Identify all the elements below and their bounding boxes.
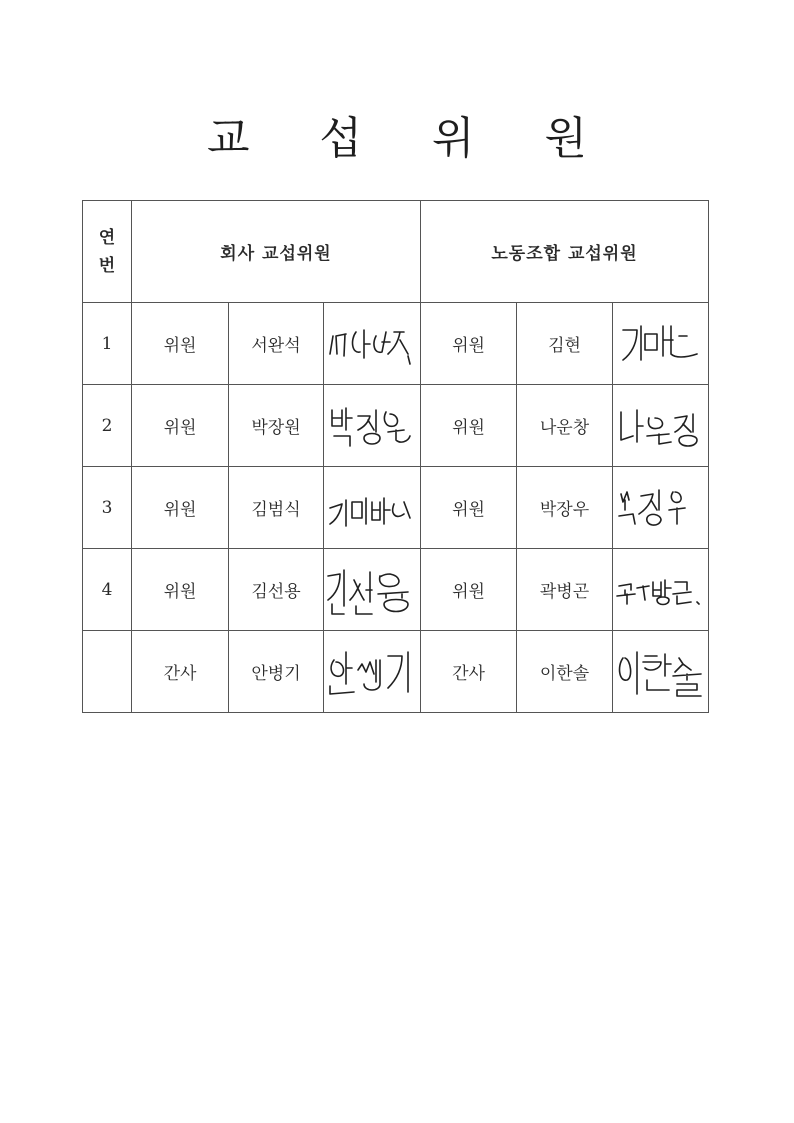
seq-cell: 3 — [83, 467, 132, 549]
union-role-cell: 위원 — [421, 467, 517, 549]
table-row — [83, 385, 709, 467]
signature-lee-hansol — [613, 642, 709, 702]
company-signature-cell — [324, 385, 421, 467]
seq-cell: 4 — [83, 549, 132, 631]
union-name-cell: 곽병곤 — [517, 549, 613, 631]
company-name-cell: 김범식 — [229, 467, 324, 549]
union-name-cell: 박장우 — [517, 467, 613, 549]
signature-na-unchang — [613, 396, 709, 456]
company-signature-cell — [324, 631, 421, 713]
table-row — [83, 549, 709, 631]
company-name-cell: 안병기 — [229, 631, 324, 713]
union-role-cell: 위원 — [421, 549, 517, 631]
union-signature-cell — [613, 467, 709, 549]
company-name-cell: 김선용 — [229, 549, 324, 631]
seq-header — [83, 201, 132, 303]
seq-header-label: 연번 — [98, 227, 116, 276]
union-signature-cell — [613, 385, 709, 467]
signature-park-jangwoo — [613, 478, 709, 538]
seq-cell: 1 — [83, 303, 132, 385]
union-role-cell: 간사 — [421, 631, 517, 713]
union-committee-header: 노동조합 교섭위원 — [421, 201, 709, 303]
table-header-row — [83, 201, 709, 303]
table-row — [83, 303, 709, 385]
negotiation-committee-table — [82, 200, 709, 713]
union-signature-cell — [613, 303, 709, 385]
union-name-cell: 김현 — [517, 303, 613, 385]
company-signature-cell — [324, 303, 421, 385]
company-signature-cell — [324, 549, 421, 631]
company-role-cell: 위원 — [132, 303, 229, 385]
company-signature-cell — [324, 467, 421, 549]
table-row — [83, 467, 709, 549]
table-row — [83, 631, 709, 713]
company-role-cell: 위원 — [132, 385, 229, 467]
company-role-cell: 간사 — [132, 631, 229, 713]
signature-kim-seonyong — [324, 560, 420, 620]
company-role-cell: 위원 — [132, 467, 229, 549]
signature-seo-wanseok — [324, 314, 420, 374]
page-title: 교 섭 위 원 — [207, 113, 615, 164]
signature-kim-beomsik — [324, 478, 420, 538]
company-name-cell: 박장원 — [229, 385, 324, 467]
union-signature-cell — [613, 549, 709, 631]
union-role-cell: 위원 — [421, 303, 517, 385]
company-name-cell: 서완석 — [229, 303, 324, 385]
union-signature-cell — [613, 631, 709, 713]
signature-an-byeonggi — [324, 642, 420, 702]
signature-kim-hyeon — [613, 314, 709, 374]
company-role-cell: 위원 — [132, 549, 229, 631]
seq-cell — [83, 631, 132, 713]
seq-cell: 2 — [83, 385, 132, 467]
signature-kwak-byeonggon — [613, 560, 709, 620]
union-role-cell: 위원 — [421, 385, 517, 467]
signature-park-jangwon — [324, 396, 420, 456]
union-name-cell: 이한솔 — [517, 631, 613, 713]
company-committee-header: 회사 교섭위원 — [132, 201, 421, 303]
union-name-cell: 나운창 — [517, 385, 613, 467]
